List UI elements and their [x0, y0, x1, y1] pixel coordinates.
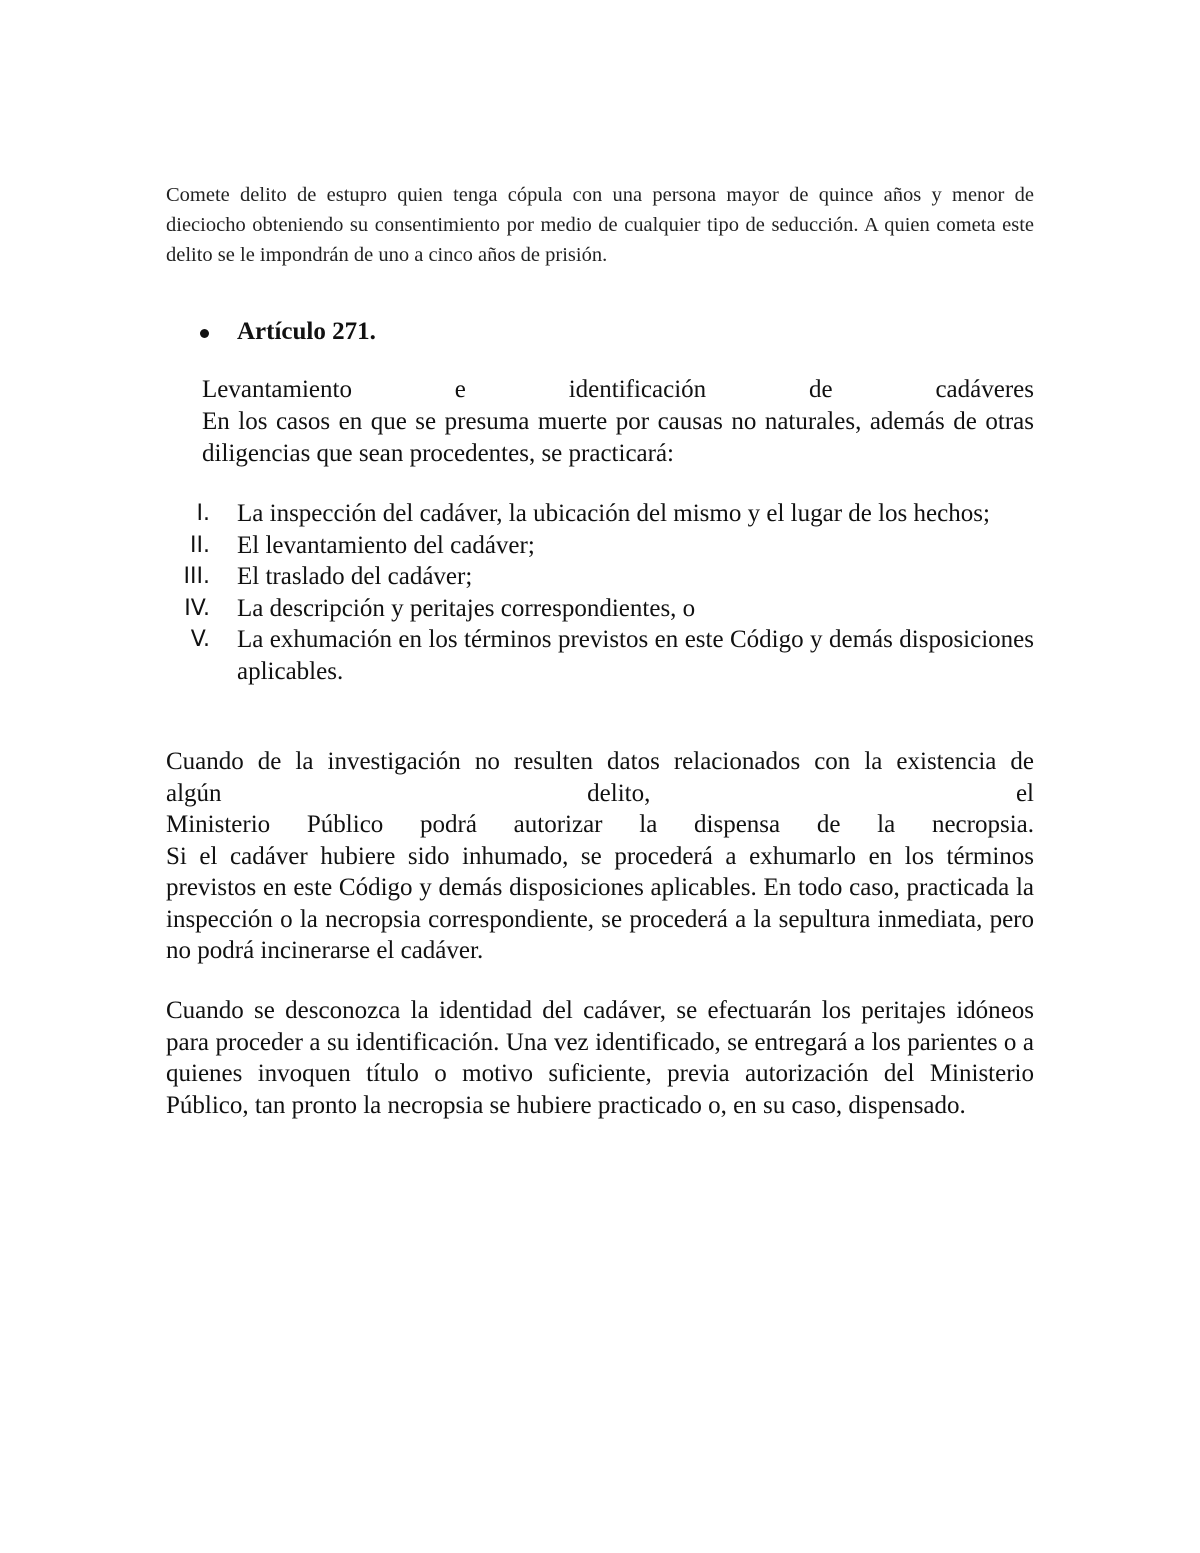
- paragraph-line: [166, 778, 1034, 810]
- list-number: III.: [183, 564, 210, 589]
- heading-word: identificación: [568, 376, 707, 403]
- list-number: I.: [196, 501, 210, 526]
- article-title: Artículo 271.: [237, 318, 376, 345]
- list-item: [140, 624, 1034, 687]
- list-text: La inspección del cadáver, la ubicación del mismo y el lugar de los hechos;: [237, 500, 990, 527]
- paragraph-line: Ministerio Público podrá autorizar la dispensa de la necropsia.: [166, 811, 1034, 838]
- heading-word: cadáveres: [935, 376, 1034, 403]
- article-subheading: [202, 374, 1034, 406]
- heading-word: de: [809, 376, 833, 403]
- paragraph-word: algún: [166, 779, 222, 807]
- paragraph-word: el: [1015, 779, 1034, 807]
- paragraph-dispensa: [166, 746, 1034, 967]
- paragraph-line: Cuando de la investigación no resulten datos relacionados con la existencia de: [166, 748, 1034, 775]
- list-text: El levantamiento del cadáver;: [237, 531, 535, 559]
- numbered-list: [140, 498, 1034, 687]
- list-number: IV.: [184, 595, 210, 621]
- article-intro: En los casos en que se presuma muerte por causas no naturales, además de otras diligencias que sean procedentes, se practicará:: [202, 408, 1034, 467]
- paragraph-text: Si el cadáver hubiere sido inhumado, se procederá a exhumarlo en los términos previstos en este Código y demás disposiciones aplicables. En todo caso, practicada la inspección o la necropsia correspondiente, se procederá a la sepultura inmediata, pero no podrá incinerarse el cadáver.: [166, 842, 1034, 964]
- heading-word: e: [454, 376, 466, 403]
- paragraph-identificacion: Cuando se desconozca la identidad del cadáver, se efectuarán los peritajes idóneos para proceder a su identificación. Una vez identificado, se entregará a los parientes o a quienes invoquen título o motivo suficiente, previa autorización del Ministerio Público, tan pronto la necropsia se hubiere practicado o, en su caso, dispensado.: [166, 997, 1034, 1119]
- list-text: La descripción y peritajes correspondientes, o: [237, 594, 696, 622]
- list-item: [140, 498, 1034, 530]
- intro-paragraph: Comete delito de estupro quien tenga cópula con una persona mayor de quince años y menor de dieciocho obteniendo su consentimiento por medio de cualquier tipo de seducción. A quien cometa este delito se le impondrán de uno a cinco años de prisión.: [166, 184, 1034, 266]
- list-number: V.: [190, 627, 210, 652]
- list-text: La exhumación en los términos previstos en este Código y demás disposiciones aplicables.: [237, 626, 1034, 685]
- list-item: [140, 530, 1034, 562]
- list-item: [140, 593, 1034, 625]
- paragraph-word: delito,: [587, 779, 651, 807]
- list-text: El traslado del cadáver;: [237, 563, 473, 590]
- list-item: [140, 561, 1034, 593]
- list-number: II.: [190, 532, 210, 558]
- bullet-icon: [200, 329, 209, 338]
- heading-word: Levantamiento: [202, 376, 352, 403]
